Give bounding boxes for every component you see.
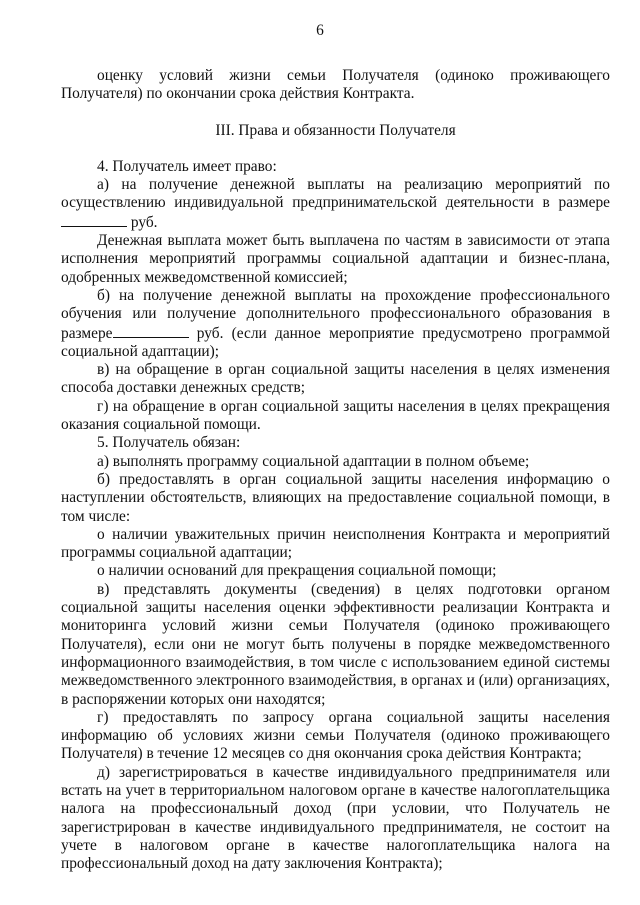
clause-5b-item-1: о наличии уважительных причин неисполнения Контракта и мероприятий программы социальной адаптации; [61, 525, 610, 562]
top-paragraph: оценку условий жизни семьи Получателя (одиноко проживающего Получателя) по окончании срока действия Контракта. [61, 67, 610, 103]
clause-4b [61, 287, 610, 361]
clause-4-title: 4. Получатель имеет право: [97, 157, 277, 175]
clause-5g: г) предоставлять по запросу органа социальной защиты населения информацию об условиях жизни семьи Получателя (одиноко проживающего Получателя) в течение 12 месяцев со дня окончания срока действия Контракта; [61, 708, 610, 763]
clause-4a-suffix: руб. [127, 213, 158, 231]
clause-4b-suffix: руб. (если данное мероприятие предусмотрено программой социальной адаптации); [61, 324, 610, 360]
clause-5-title: 5. Получатель обязан: [97, 434, 241, 452]
clause-5b: б) предоставлять в орган социальной защиты населения информацию о наступлении обстоятельств, влияющих на предоставление социальной помощи, в том числе: [61, 470, 610, 525]
clause-5v: в) представлять документы (сведения) в целях подготовки органом социальной защиты населения оценки эффективности реализации Контракта и мониторинга условий жизни семьи Получателя (одиноко проживающего Получателя), если они не могут быть получены в порядке межведомственного информационного взаимодействия, в том числе с использованием единой системы межведомственного электронного взаимодействия, в органах и (или) организациях, в распоряжении которых они находятся; [61, 580, 610, 708]
page-number: 6 [316, 22, 324, 39]
clause-4a [61, 176, 610, 232]
clause-4v: в) на обращение в орган социальной защиты населения в целях изменения способа доставки денежных средств; [61, 361, 610, 397]
clause-4-cash-note: Денежная выплата может быть выплачена по частям в зависимости от этапа исполнения мероприятий программы социальной адаптации и бизнес-плана, одобренных межведомственной комиссией; [61, 232, 610, 286]
clause-5a: а) выполнять программу социальной адаптации в полном объеме; [97, 452, 530, 470]
document-body [61, 67, 610, 873]
clause-4a-text: а) на получение денежной выплаты на реализацию мероприятий по осуществлению индивидуальной предпринимательской деятельности в размере [61, 176, 610, 212]
amount-blank-4b [113, 324, 189, 338]
clause-4b-text: б) на получение денежной выплаты на прохождение профессионального обучения или получение дополнительного профессионального образования в размере [61, 286, 610, 342]
clause-5d: д) зарегистрироваться в качестве индивидуального предпринимателя или встать на учет в территориальном налоговом органе в качестве налогоплательщика налога на профессиональный доход (при условии, что Получатель не зарегистрирован в качестве индивидуального предпринимателя, не состоит на учете в налоговом органе в качестве налогоплательщика налога на профессиональный доход на дату заключения Контракта); [61, 763, 610, 873]
section-title: III. Права и обязанности Получателя [215, 121, 456, 139]
clause-5b-item-2: о наличии оснований для прекращения социальной помощи; [97, 562, 497, 580]
clause-4g: г) на обращение в орган социальной защиты населения в целях прекращения оказания социальной помощи. [61, 397, 610, 434]
amount-blank-4a [61, 213, 127, 227]
